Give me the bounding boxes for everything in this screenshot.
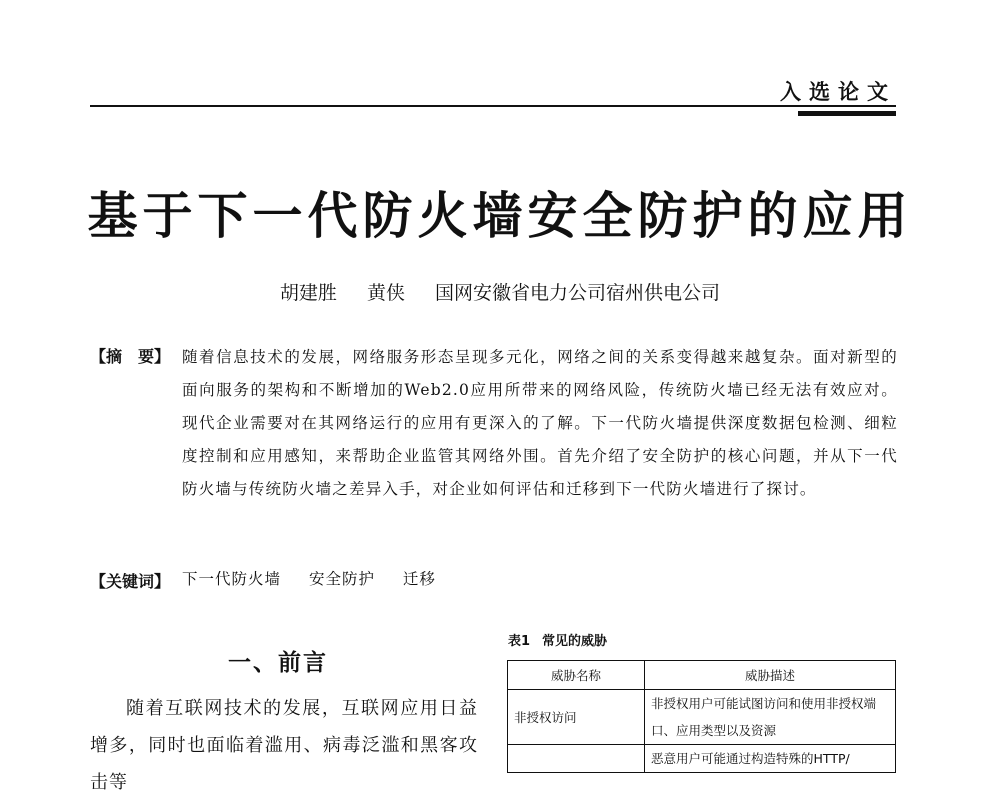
threat-description: 非授权用户可能试图访问和使用非授权端口、应用类型以及资源: [645, 690, 896, 745]
table-row: [508, 690, 896, 745]
header-rule: [90, 105, 896, 107]
table-number: 表1: [508, 634, 531, 649]
column-header: 威胁名称: [508, 661, 645, 690]
column-header: 威胁描述: [645, 661, 896, 690]
keywords-list: [182, 567, 458, 589]
keyword: 下一代防火墙: [182, 570, 282, 588]
abstract-text: 随着信息技术的发展，网络服务形态呈现多元化，网络之间的关系变得越来越复杂。面对新型的面向服务的架构和不断增加的Web2.0应用所带来的网络风险，传统防火墙已经无法有效应对。现代企业需要对在其网络运行的应用有更深入的了解。下一代防火墙提供深度数据包检测、细粒度控制和应用感知，来帮助企业监管其网络外围。首先介绍了安全防护的核心问题，并从下一代防火墙与传统防火墙之差异入手，对企业如何评估和迁移到下一代防火墙进行了探讨。: [182, 348, 898, 498]
section-heading: 一、前言: [228, 650, 328, 676]
author-2: 黄侠: [366, 282, 405, 304]
header-rule-accent: [798, 111, 896, 116]
keywords-label: 【关键词】: [90, 572, 171, 591]
table-header-row: [508, 661, 896, 690]
table-caption: [508, 630, 619, 649]
author-1: 胡建胜: [279, 282, 337, 304]
threat-name: [508, 745, 645, 773]
keyword: 安全防护: [308, 570, 375, 588]
table-title: 常见的威胁: [542, 634, 608, 649]
threat-description: 恶意用户可能通过构造特殊的HTTP/: [645, 745, 896, 773]
paper-title: 基于下一代防火墙安全防护的应用: [87, 187, 913, 245]
section-tag: 入选论文: [780, 79, 896, 104]
table-row: [508, 745, 896, 773]
threats-table: [507, 660, 896, 773]
body-paragraph: 随着互联网技术的发展，互联网应用日益增多，同时也面临着滥用、病毒泛滥和黑客攻击等: [90, 698, 478, 793]
abstract-label: 【摘 要】: [90, 347, 171, 366]
threat-name: 非授权访问: [508, 690, 645, 745]
author-line: [0, 278, 1000, 305]
keyword: 迁移: [402, 570, 436, 588]
author-affiliation: 国网安徽省电力公司宿州供电公司: [435, 282, 721, 304]
